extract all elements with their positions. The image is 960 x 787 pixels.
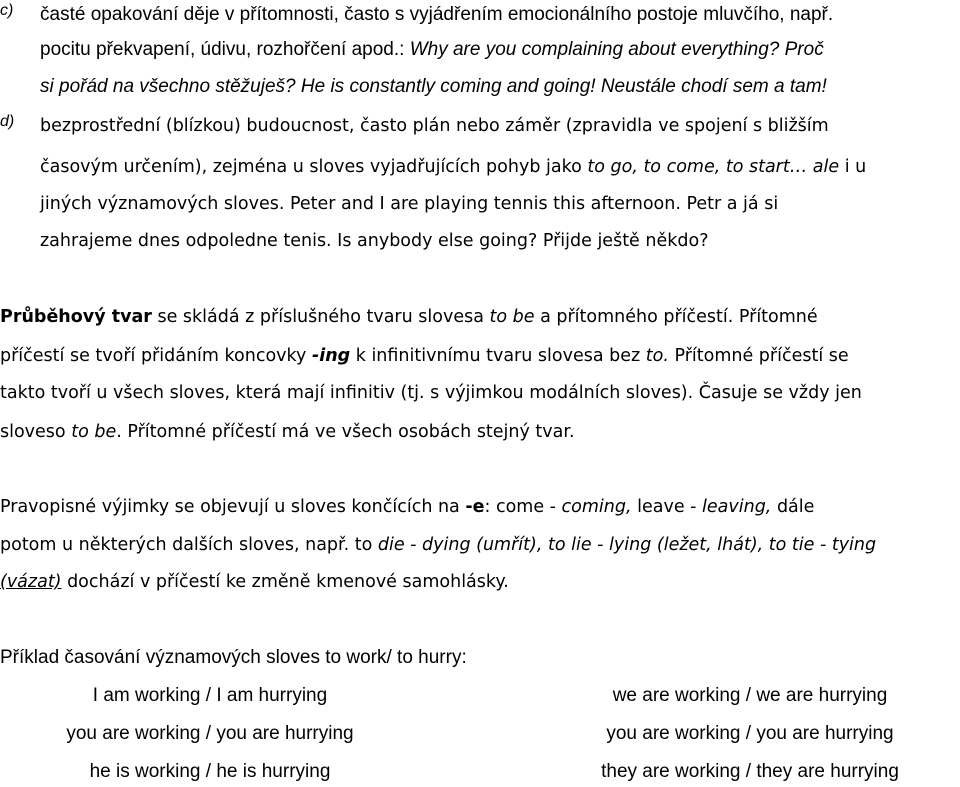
list-marker-d: d): [0, 113, 15, 130]
form-para-line-1: Průběhový tvar se skládá z příslušného tvaru slovesa to be a přítomného příčestí. Přítomné: [0, 307, 818, 327]
example-heading: Příklad časování významových sloves to work/ to hurry:: [0, 647, 467, 668]
spelling-para-line-3: (vázat) dochází v příčestí ke změně kmenové samohlásky.: [0, 572, 509, 592]
form-para-line-4: sloveso to be. Přítomné příčestí má ve všech osobách stejný tvar.: [0, 422, 575, 442]
list-d-line-3: jiných významových sloves. Peter and I are playing tennis this afternoon. Petr a já si: [40, 194, 779, 214]
conjugation-left-3: he is working / he is hurrying: [89, 761, 331, 782]
list-d-line-1: bezprostřední (blízkou) budoucnost, často plán nebo záměr (zpravidla ve spojení s bližším: [40, 116, 829, 136]
list-c-line-2: pocitu překvapení, údivu, rozhořčení apod.: Why are you complaining about everything? Proč: [40, 39, 824, 60]
form-para-line-2: příčestí se tvoří přidáním koncovky -ing k infinitivnímu tvaru slovesa bez to. Přítomné příčestí se: [0, 346, 849, 366]
conjugation-left-2: you are working / you are hurrying: [66, 723, 354, 744]
list-c-line-1: časté opakování děje v přítomnosti, často s vyjádřením emocionálního postoje mluvčího, např.: [40, 4, 834, 25]
spelling-para-line-1: Pravopisné výjimky se objevují u sloves končících na -e: come - coming, leave - leaving, dále: [0, 497, 815, 517]
form-para-line-3: takto tvoří u všech sloves, která mají infinitiv (tj. s výjimkou modálních sloves). Časuje se vždy jen: [0, 383, 862, 403]
conjugation-right-2: you are working / you are hurrying: [606, 723, 894, 744]
conjugation-right-1: we are working / we are hurrying: [612, 685, 888, 706]
conjugation-left-1: I am working / I am hurrying: [92, 685, 328, 706]
conjugation-right-3: they are working / they are hurrying: [601, 761, 899, 782]
list-d-line-4: zahrajeme dnes odpoledne tenis. Is anybody else going? Přijde ještě někdo?: [40, 231, 709, 251]
spelling-para-line-2: potom u některých dalších sloves, např. to die - dying (umřít), to lie - lying (ležet, lhát), to tie - tying: [0, 535, 877, 555]
list-marker-c: c): [0, 2, 14, 19]
list-c-line-3: si pořád na všechno stěžuješ? He is constantly coming and going! Neustále chodí sem a tam!: [40, 76, 827, 97]
list-d-line-2: časovým určením), zejména u sloves vyjadřujících pohyb jako to go, to come, to start… ale i u: [40, 157, 867, 177]
